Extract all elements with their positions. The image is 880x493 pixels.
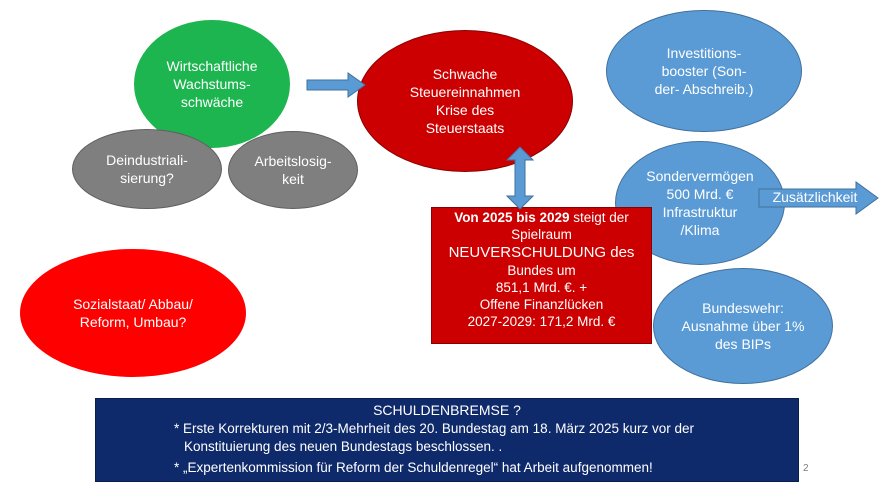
node-deindustrialization-label: Deindustriali- sierung?	[106, 152, 188, 186]
debt-box-line-6: Offene Finanzlücken	[479, 297, 604, 312]
node-welfare-state-label: Sozialstaat/ Abbau/ Reform, Umbau?	[73, 296, 193, 330]
page-number: 2	[803, 463, 809, 474]
node-special-fund-label: Sondervermögen 500 Mrd. € Infrastruktur /Klima	[646, 168, 754, 238]
info-title: SCHULDENBREMSE ?	[373, 402, 521, 418]
arrow-up-down-icon	[506, 146, 534, 210]
debt-box-line-1	[432, 209, 651, 226]
info-line-1: * Erste Korrekturen mit 2/3-Mehrheit des 20. Bundestag am 18. März 2025 kurz vor der	[174, 421, 694, 436]
node-deindustrialization	[72, 129, 222, 209]
node-new-debt-box	[431, 207, 652, 344]
info-line-2: Konstituierung des neuen Bundestags beschlossen. .	[184, 439, 503, 454]
node-economic-weakness-label: Wirtschaftliche Wachstums- schwäche	[166, 58, 258, 110]
arrow-right-icon	[306, 72, 366, 98]
additionality-label: Zusätzlichkeit	[772, 189, 858, 205]
node-investment-booster-label: Investitions- booster (Son- der- Abschreib.)	[654, 45, 754, 97]
debt-box-lead-rest: steigt der	[569, 210, 629, 225]
node-unemployment	[228, 131, 358, 209]
debt-box-line-4: Bundes um	[507, 263, 576, 278]
info-line-3: * „Expertenkommission für Reform der Schuldenregel“ hat Arbeit aufgenommen!	[174, 460, 653, 475]
node-investment-booster	[606, 10, 802, 132]
node-welfare-state	[20, 249, 246, 377]
node-bundeswehr-label: Bundeswehr: Ausnahme über 1% des BIPs	[681, 300, 805, 352]
debt-box-line-7: 2027-2029: 171,2 Mrd. €	[467, 314, 616, 329]
node-bundeswehr	[653, 268, 833, 384]
node-weak-tax-revenue	[357, 30, 573, 172]
node-unemployment-label: Arbeitslosig- keit	[254, 153, 332, 187]
debt-box-lead-bold: Von 2025 bis 2029	[454, 210, 570, 225]
debt-box-line-5: 851,1 Mrd. €. +	[495, 280, 588, 295]
debt-box-line-3: NEUVERSCHULDUNG des	[448, 244, 635, 261]
debt-brake-info-box	[95, 398, 799, 482]
debt-box-line-2: Spielraum	[511, 227, 572, 242]
node-weak-tax-revenue-label: Schwache Steuereinnahmen Krise des Steuerstaats	[409, 66, 521, 136]
